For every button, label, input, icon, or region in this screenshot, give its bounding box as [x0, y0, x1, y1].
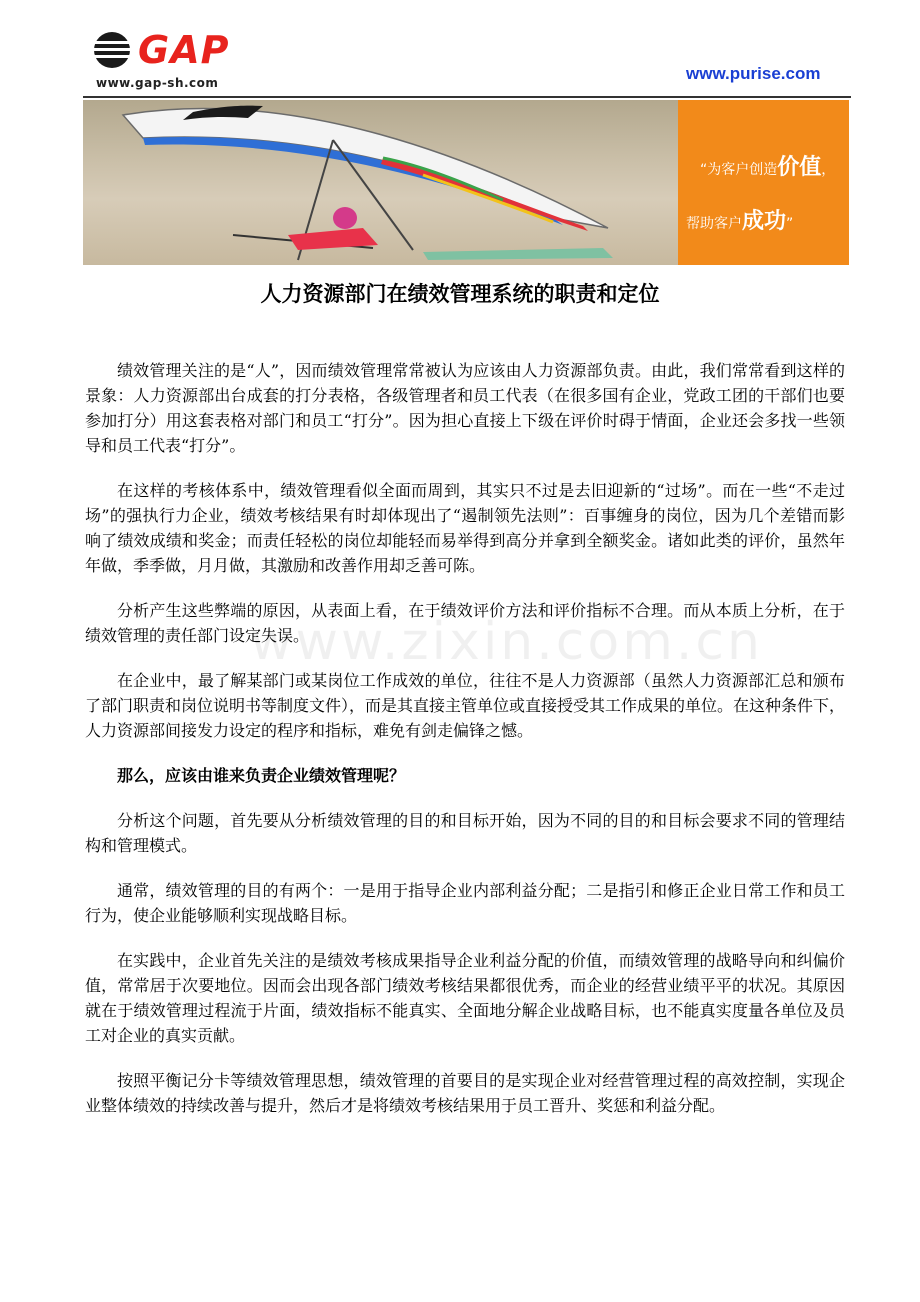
slogan-panel: [678, 100, 849, 265]
paragraph: 分析产生这些弊端的原因，从表面上看，在于绩效评价方法和评价指标不合理。而从本质上分析，在于绩效管理的责任部门设定失误。: [85, 601, 845, 645]
globe-icon: [92, 30, 132, 70]
slogan-line-2-text: 帮助客户: [686, 216, 742, 232]
slogan-line-2-emphasis: 成功: [742, 209, 787, 234]
paragraph: 在实践中，企业首先关注的是绩效考核成果指导企业利益分配的价值，而绩效管理的战略导向和纠偏价值，常常居于次要地位。因而会出现各部门绩效考核结果都很优秀，而企业的经营业绩平平的状况。其原因就在于绩效管理过程流于片面，绩效指标不能真实、全面地分解企业战略目标，也不能真实度量各单位及员工对企业的真实贡献。: [85, 951, 845, 1045]
article-title: 人力资源部门在绩效管理系统的职责和定位: [260, 282, 660, 306]
hang-glider-illustration: [83, 100, 678, 265]
gap-logo: [86, 26, 246, 94]
slogan-line-2: [686, 204, 793, 235]
logo-url: www.gap-sh.com: [96, 76, 219, 90]
paragraph: 在这样的考核体系中，绩效管理看似全面而周到，其实只不过是去旧迎新的“过场”。而在一些“不走过场”的强执行力企业，绩效考核结果有时却体现出了“遏制领先法则”：百事缠身的岗位，因为几个差错而影响了绩效成绩和奖金；而责任轻松的岗位却能轻而易举得到高分并拿到全额奖金。诸如此类的评价，虽然年年做，季季做，月月做，其激励和改善作用却乏善可陈。: [85, 481, 845, 575]
paragraph: 按照平衡记分卡等绩效管理思想，绩效管理的首要目的是实现企业对经营管理过程的高效控制，实现企业整体绩效的持续改善与提升，然后才是将绩效考核结果用于员工晋升、奖惩和利益分配。: [85, 1071, 845, 1115]
slogan-line-1-end: ，: [821, 162, 836, 178]
article-body: [85, 358, 845, 1138]
logo-wordmark: GAP: [138, 28, 230, 72]
slogan-line-1: [700, 150, 835, 181]
banner: [83, 100, 849, 265]
watermark: www.zixin.com.cn: [250, 612, 763, 672]
header-divider: [83, 96, 851, 98]
slogan-line-1-emphasis: 价值: [777, 155, 822, 180]
paragraph: 绩效管理关注的是“人”，因而绩效管理常常被认为应该由人力资源部负责。由此，我们常常看到这样的景象：人力资源部出台成套的打分表格，各级管理者和员工代表（在很多国有企业，党政工团的干部们也要参加打分）用这套表格对部门和员工“打分”。因为担心直接上下级在评价时碍于情面，企业还会多找一些领导和员工代表“打分”。: [85, 361, 845, 455]
paragraph: 分析这个问题，首先要从分析绩效管理的目的和目标开始，因为不同的目的和目标会要求不同的管理结构和管理模式。: [85, 811, 845, 855]
question-heading: 那么，应该由谁来负责企业绩效管理呢？: [117, 766, 406, 785]
hang-glider-photo: [83, 100, 678, 265]
slogan-line-1-text: “为客户创造: [700, 162, 778, 178]
site-url-link[interactable]: www.purise.com: [686, 64, 821, 83]
paragraph: 通常，绩效管理的目的有两个：一是用于指导企业内部利益分配；二是指引和修正企业日常工作和员工行为，使企业能够顺利实现战略目标。: [85, 881, 845, 925]
paragraph: 在企业中，最了解某部门或某岗位工作成效的单位，往往不是人力资源部（虽然人力资源部汇总和颁布了部门职责和岗位说明书等制度文件），而是其直接主管单位或直接授受其工作成果的单位。在这种条件下，人力资源部间接发力设定的程序和指标，难免有剑走偏锋之憾。: [85, 671, 846, 740]
slogan-line-2-end: ”: [786, 216, 794, 232]
